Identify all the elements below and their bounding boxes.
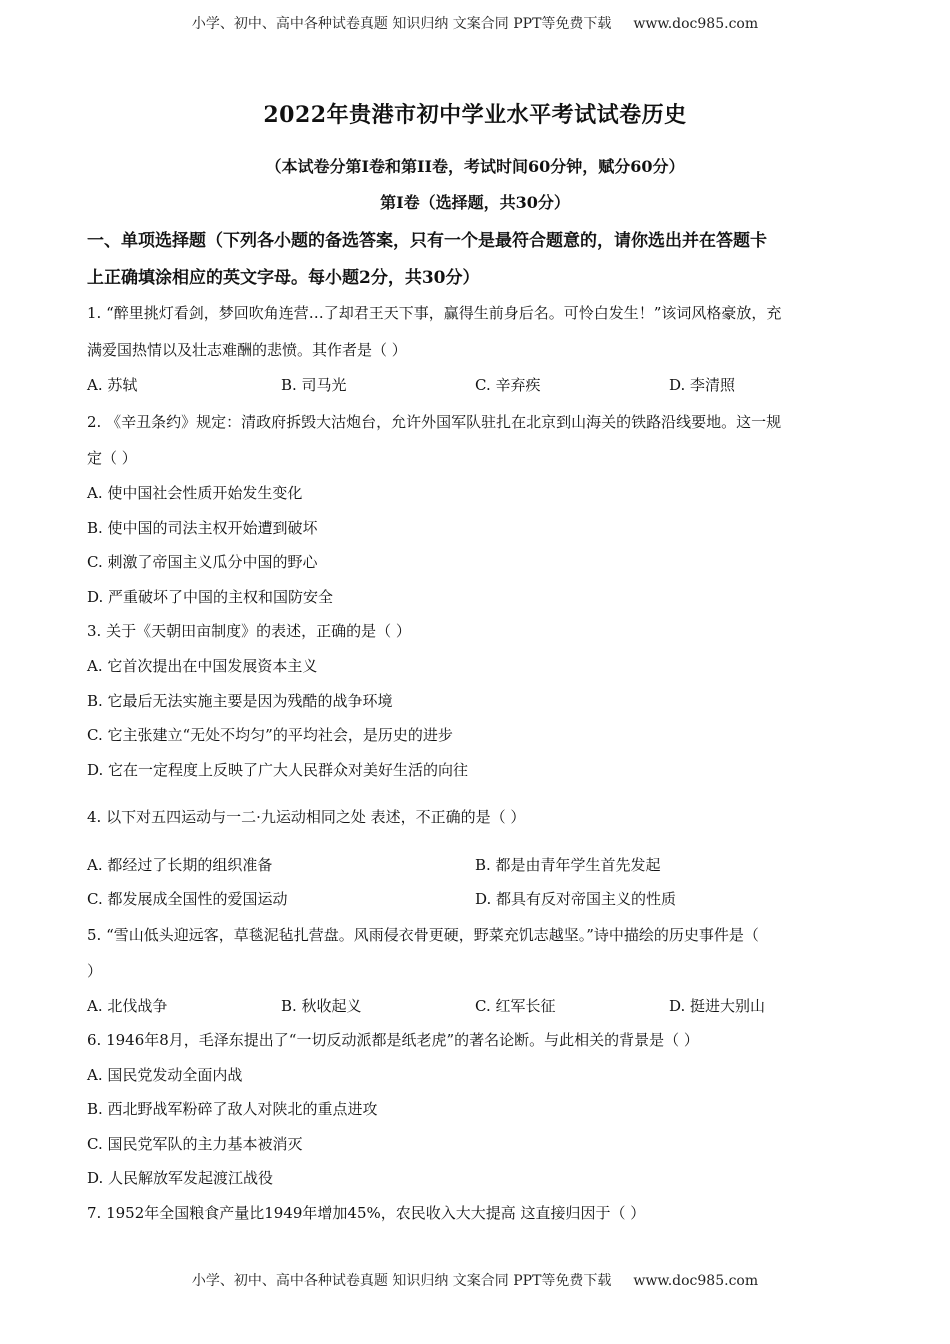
question-4-option-a: A. 都经过了长期的组织准备 — [87, 856, 273, 874]
question-2-line1: 2. 《辛丑条约》规定：清政府拆毁大沽炮台，允许外国军队驻扎在北京到山海关的铁路沿线要地。这一规 — [87, 413, 782, 431]
section-heading-line1: 一、单项选择题（下列各小题的备选答案，只有一个是最符合题意的，请你选出并在答题卡 — [87, 231, 767, 251]
question-6-line1: 6. 1946年8月，毛泽东提出了“一切反动派都是纸老虎”的著名论断。与此相关的背景是（ ） — [87, 1031, 699, 1049]
question-1-option-b: B. 司马光 — [281, 376, 347, 394]
footer-site-link[interactable]: www.doc985.com — [633, 1273, 759, 1289]
question-1-option-c: C. 辛弃疾 — [475, 376, 541, 394]
question-1-line1: 1. “醉里挑灯看剑，梦回吹角连营…了却君王天下事，赢得生前身后名。可怜白发生！”该词风格豪放，充 — [87, 304, 782, 322]
question-6-option-b: B. 西北野战军粉碎了敌人对陕北的重点进攻 — [87, 1100, 378, 1118]
question-7-line1: 7. 1952年全国粮食产量比1949年增加45%，农民收入大大提高 这直接归因于（ ） — [87, 1204, 646, 1222]
page-header — [0, 13, 950, 33]
question-5-option-c: C. 红军长征 — [475, 997, 556, 1015]
question-5-option-a: A. 北伐战争 — [87, 997, 168, 1015]
question-4-option-b: B. 都是由青年学生首先发起 — [475, 856, 661, 874]
question-3-option-d: D. 它在一定程度上反映了广大人民群众对美好生活的向往 — [87, 761, 469, 779]
page-footer — [0, 1270, 950, 1290]
question-5-line2: ） — [87, 962, 103, 980]
question-5-line1: 5. “雪山低头迎远客，草毯泥毡扎营盘。风雨侵衣骨更硬，野菜充饥志越坚。”诗中描绘的历史事件是（ — [87, 926, 759, 944]
header-site-link[interactable]: www.doc985.com — [633, 16, 759, 32]
question-3-option-a: A. 它首次提出在中国发展资本主义 — [87, 657, 318, 675]
question-1-option-a: A. 苏轼 — [87, 376, 138, 394]
question-2-option-c: C. 刺激了帝国主义瓜分中国的野心 — [87, 553, 318, 571]
question-6-option-d: D. 人民解放军发起渡江战役 — [87, 1169, 274, 1187]
question-3-option-c: C. 它主张建立“无处不均匀”的平均社会，是历史的进步 — [87, 726, 453, 744]
question-1-option-d: D. 李清照 — [669, 376, 736, 394]
section-heading-line2: 上正确填涂相应的英文字母。每小题2分，共30分） — [87, 268, 480, 288]
question-4-option-d: D. 都具有反对帝国主义的性质 — [475, 890, 677, 908]
question-4-option-c: C. 都发展成全国性的爱国运动 — [87, 890, 288, 908]
header-text: 小学、初中、高中各种试卷真题 知识归纳 文案合同 PPT等免费下载 — [191, 16, 612, 32]
question-4-line1: 4. 以下对五四运动与一二·九运动相同之处 表述，不正确的是（ ） — [87, 808, 526, 826]
exam-note: （本试卷分第I卷和第II卷，考试时间60分钟，赋分60分） — [265, 157, 685, 176]
question-2-option-a: A. 使中国社会性质开始发生变化 — [87, 484, 303, 502]
question-6-option-a: A. 国民党发动全面内战 — [87, 1066, 243, 1084]
question-1-line2: 满爱国热情以及壮志难酬的悲愤。其作者是（ ） — [87, 341, 407, 359]
footer-text: 小学、初中、高中各种试卷真题 知识归纳 文案合同 PPT等免费下载 — [191, 1273, 612, 1289]
question-2-option-b: B. 使中国的司法主权开始遭到破坏 — [87, 519, 318, 537]
question-5-option-d: D. 挺进大别山 — [669, 997, 766, 1015]
part-heading: 第I卷（选择题，共30分） — [380, 193, 570, 212]
exam-title: 2022年贵港市初中学业水平考试试卷历史 — [263, 102, 687, 128]
question-5-option-b: B. 秋收起义 — [281, 997, 362, 1015]
question-2-option-d: D. 严重破坏了中国的主权和国防安全 — [87, 588, 334, 606]
question-6-option-c: C. 国民党军队的主力基本被消灭 — [87, 1135, 303, 1153]
question-3-option-b: B. 它最后无法实施主要是因为残酷的战争环境 — [87, 692, 393, 710]
question-2-line2: 定（ ） — [87, 449, 137, 467]
question-3-line1: 3. 关于《天朝田亩制度》的表述，正确的是（ ） — [87, 622, 411, 640]
